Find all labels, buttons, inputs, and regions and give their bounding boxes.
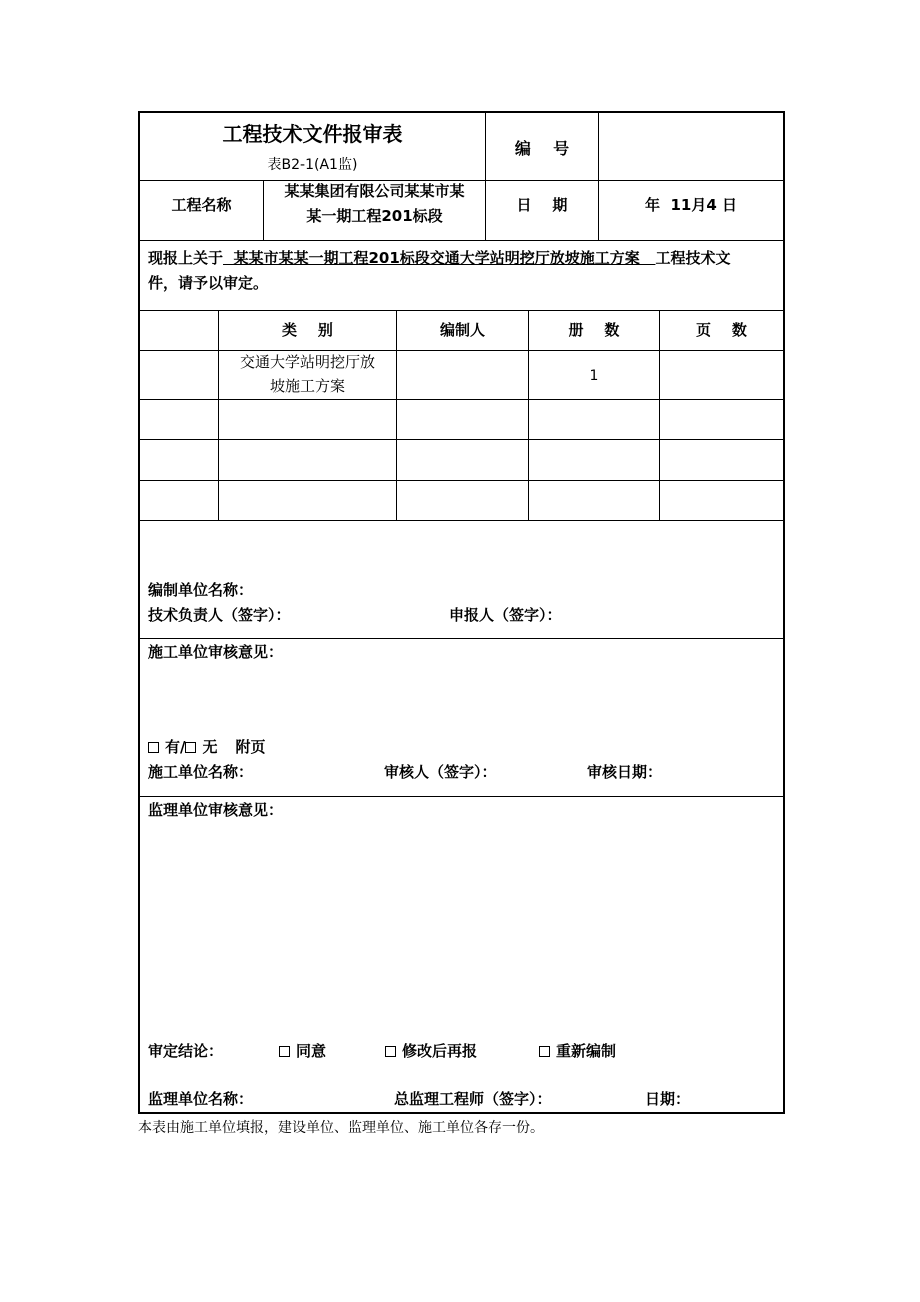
col-header-category: 类 别 xyxy=(282,321,333,339)
col-header-author: 编制人 xyxy=(439,321,485,339)
divider xyxy=(528,310,529,520)
supervisor-unit-label: 监理单位名称： xyxy=(148,1090,254,1108)
project-name-line2: 某一期工程201标段 xyxy=(306,207,443,225)
redo-checkbox[interactable] xyxy=(539,1046,550,1057)
row-volumes: 1 xyxy=(589,368,599,384)
supervisor-date-label: 日期： xyxy=(645,1090,691,1108)
tech-lead-label: 技术负责人（签字）： xyxy=(148,606,291,624)
no-attachment-checkbox[interactable] xyxy=(185,742,196,753)
divider xyxy=(140,350,783,351)
divider xyxy=(140,180,783,181)
divider xyxy=(218,310,219,520)
divider xyxy=(659,310,660,520)
chief-engineer-label: 总监理工程师（签字）： xyxy=(394,1090,552,1108)
divider xyxy=(140,480,783,481)
reviewer-label: 审核人（签字）： xyxy=(384,763,497,781)
submission-subject: 某某市某某一期工程201标段交通大学站明挖厅放坡施工方案 xyxy=(223,249,656,267)
conclusion-label: 审定结论： xyxy=(148,1042,224,1060)
project-label: 工程名称 xyxy=(171,196,232,214)
divider xyxy=(140,310,783,311)
col-header-volumes: 册 数 xyxy=(568,321,620,339)
none-label: 无 xyxy=(202,738,218,756)
number-label: 编 号 xyxy=(514,139,570,158)
contractor-unit-label: 施工单位名称： xyxy=(148,763,254,781)
form-code: 表B2-1(A1监) xyxy=(267,157,358,173)
divider xyxy=(140,399,783,400)
divider xyxy=(140,520,783,521)
has-label: 有/ xyxy=(165,738,186,756)
divider xyxy=(140,439,783,440)
preparer-unit-label: 编制单位名称： xyxy=(148,581,254,599)
submission-prefix: 现报上关于 xyxy=(148,249,224,267)
divider xyxy=(140,638,783,639)
divider xyxy=(140,240,783,241)
attachment-line xyxy=(148,738,266,758)
review-date-label: 审核日期： xyxy=(587,763,663,781)
agree-label: 同意 xyxy=(296,1042,327,1060)
project-name-line1: 某某集团有限公司某某市某 xyxy=(284,182,465,200)
option-agree xyxy=(279,1042,326,1062)
option-redo xyxy=(539,1042,616,1062)
submission-statement xyxy=(148,249,730,269)
has-attachment-checkbox[interactable] xyxy=(148,742,159,753)
option-revise xyxy=(385,1042,477,1062)
review-form xyxy=(138,111,785,1114)
row-category-line1: 交通大学站明挖厅放 xyxy=(239,353,375,371)
supervisor-opinion-label: 监理单位审核意见： xyxy=(148,801,284,819)
divider xyxy=(485,113,486,240)
submission-line2: 件，请予以审定。 xyxy=(148,274,269,292)
revise-checkbox[interactable] xyxy=(385,1046,396,1057)
attachment-label: 附页 xyxy=(235,738,266,756)
submission-suffix: 工程技术文 xyxy=(655,249,731,267)
row-category-line2: 坡施工方案 xyxy=(269,377,345,395)
divider xyxy=(396,310,397,520)
contractor-opinion-label: 施工单位审核意见： xyxy=(148,643,284,661)
date-value: 年 11月4 日 xyxy=(645,196,737,214)
divider xyxy=(140,796,783,797)
redo-label: 重新编制 xyxy=(556,1042,617,1060)
form-title: 工程技术文件报审表 xyxy=(222,122,403,146)
revise-label: 修改后再报 xyxy=(402,1042,478,1060)
divider xyxy=(598,113,599,240)
footer-note: 本表由施工单位填报，建设单位、监理单位、施工单位各存一份。 xyxy=(138,1120,544,1136)
agree-checkbox[interactable] xyxy=(279,1046,290,1057)
date-label: 日 期 xyxy=(516,196,568,214)
col-header-pages: 页 数 xyxy=(696,321,747,339)
applicant-label: 申报人（签字）： xyxy=(449,606,562,624)
